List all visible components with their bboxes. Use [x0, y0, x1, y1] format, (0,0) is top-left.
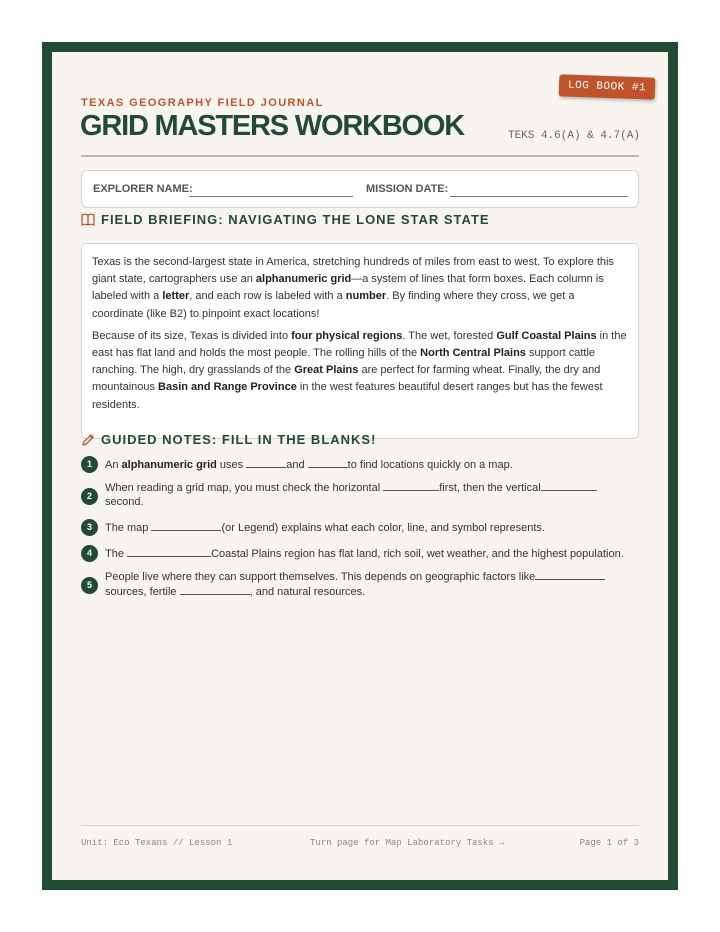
briefing-heading — [81, 212, 490, 227]
briefing-paragraph-2: Because of its size, Texas is divided into four physical regions. The wet, forested Gulf Coastal Plains in the east has flat land and holds the most people. The rolling hills of the North Central Plains support cattle ranching. The high, dry grasslands of the Great Plains are perfect for farming wheat. Finally, the dry and mountainous Basin and Range Province in the west features beautiful desert ranges but has the fewest residents. — [92, 329, 627, 411]
note-number: 3 — [81, 519, 98, 536]
briefing-box — [81, 243, 639, 439]
explorer-name-label: EXPLORER NAME: — [93, 183, 193, 195]
blank-field[interactable] — [541, 480, 597, 491]
mission-date-label: MISSION DATE: — [366, 183, 449, 195]
notes-heading — [81, 432, 376, 447]
note-number: 4 — [81, 545, 98, 562]
note-text: When reading a grid map, you must check the horizontal first, then the vertical second. — [105, 480, 627, 509]
note-text: An alphanumeric grid uses and to find locations quickly on a map. — [105, 459, 513, 471]
footer-next-page: Turn page for Map Laboratory Tasks → — [310, 838, 505, 848]
worksheet-paper — [52, 52, 668, 880]
blank-field[interactable] — [246, 457, 286, 468]
explorer-name-field[interactable] — [189, 196, 353, 197]
blank-field[interactable] — [383, 480, 439, 491]
journal-kicker: TEXAS GEOGRAPHY FIELD JOURNAL — [81, 97, 324, 109]
logbook-stamp: LOG BOOK #1 — [559, 74, 656, 99]
note-text: People live where they can support themselves. This depends on geographic factors like sources, fertile , and natural resources. — [105, 569, 629, 599]
note-number: 2 — [81, 488, 98, 505]
page-frame — [42, 42, 678, 890]
footer-divider — [81, 825, 639, 826]
teks-standards: TEKS 4.6(A) & 4.7(A) — [507, 130, 640, 142]
header-divider — [81, 155, 639, 157]
blank-field[interactable] — [127, 546, 211, 557]
mission-date-field[interactable] — [450, 196, 628, 197]
notes-heading-text: GUIDED NOTES: FILL IN THE BLANKS! — [101, 432, 377, 447]
pencil-icon — [81, 433, 95, 447]
briefing-paragraph-1: Texas is the second-largest state in America, stretching hundreds of miles from east to west. To explore this giant state, cartographers use an alphanumeric grid—a system of lines that form boxes. Each column is labeled with a letter, and each row is labeled with a number. By finding where they cross, we get a coordinate (like B2) to pinpoint exact locations! — [92, 256, 614, 320]
book-icon — [81, 213, 95, 226]
note-number: 5 — [81, 577, 98, 594]
note-number: 1 — [81, 456, 98, 473]
blank-field[interactable] — [151, 520, 221, 531]
footer-page-number: Page 1 of 3 — [579, 838, 639, 848]
explorer-info-box — [81, 170, 639, 208]
note-text: The map (or Legend) explains what each color, line, and symbol represents. — [105, 522, 545, 534]
briefing-heading-text: FIELD BRIEFING: NAVIGATING THE LONE STAR STATE — [101, 212, 490, 227]
page-title: GRID MASTERS WORKBOOK — [80, 110, 465, 142]
blank-field[interactable] — [535, 569, 605, 580]
footer-unit: Unit: Eco Texans // Lesson 1 — [81, 838, 233, 848]
note-text: The Coastal Plains region has flat land, rich soil, wet weather, and the highest population. — [105, 548, 624, 560]
blank-field[interactable] — [308, 457, 348, 468]
blank-field[interactable] — [180, 584, 250, 595]
